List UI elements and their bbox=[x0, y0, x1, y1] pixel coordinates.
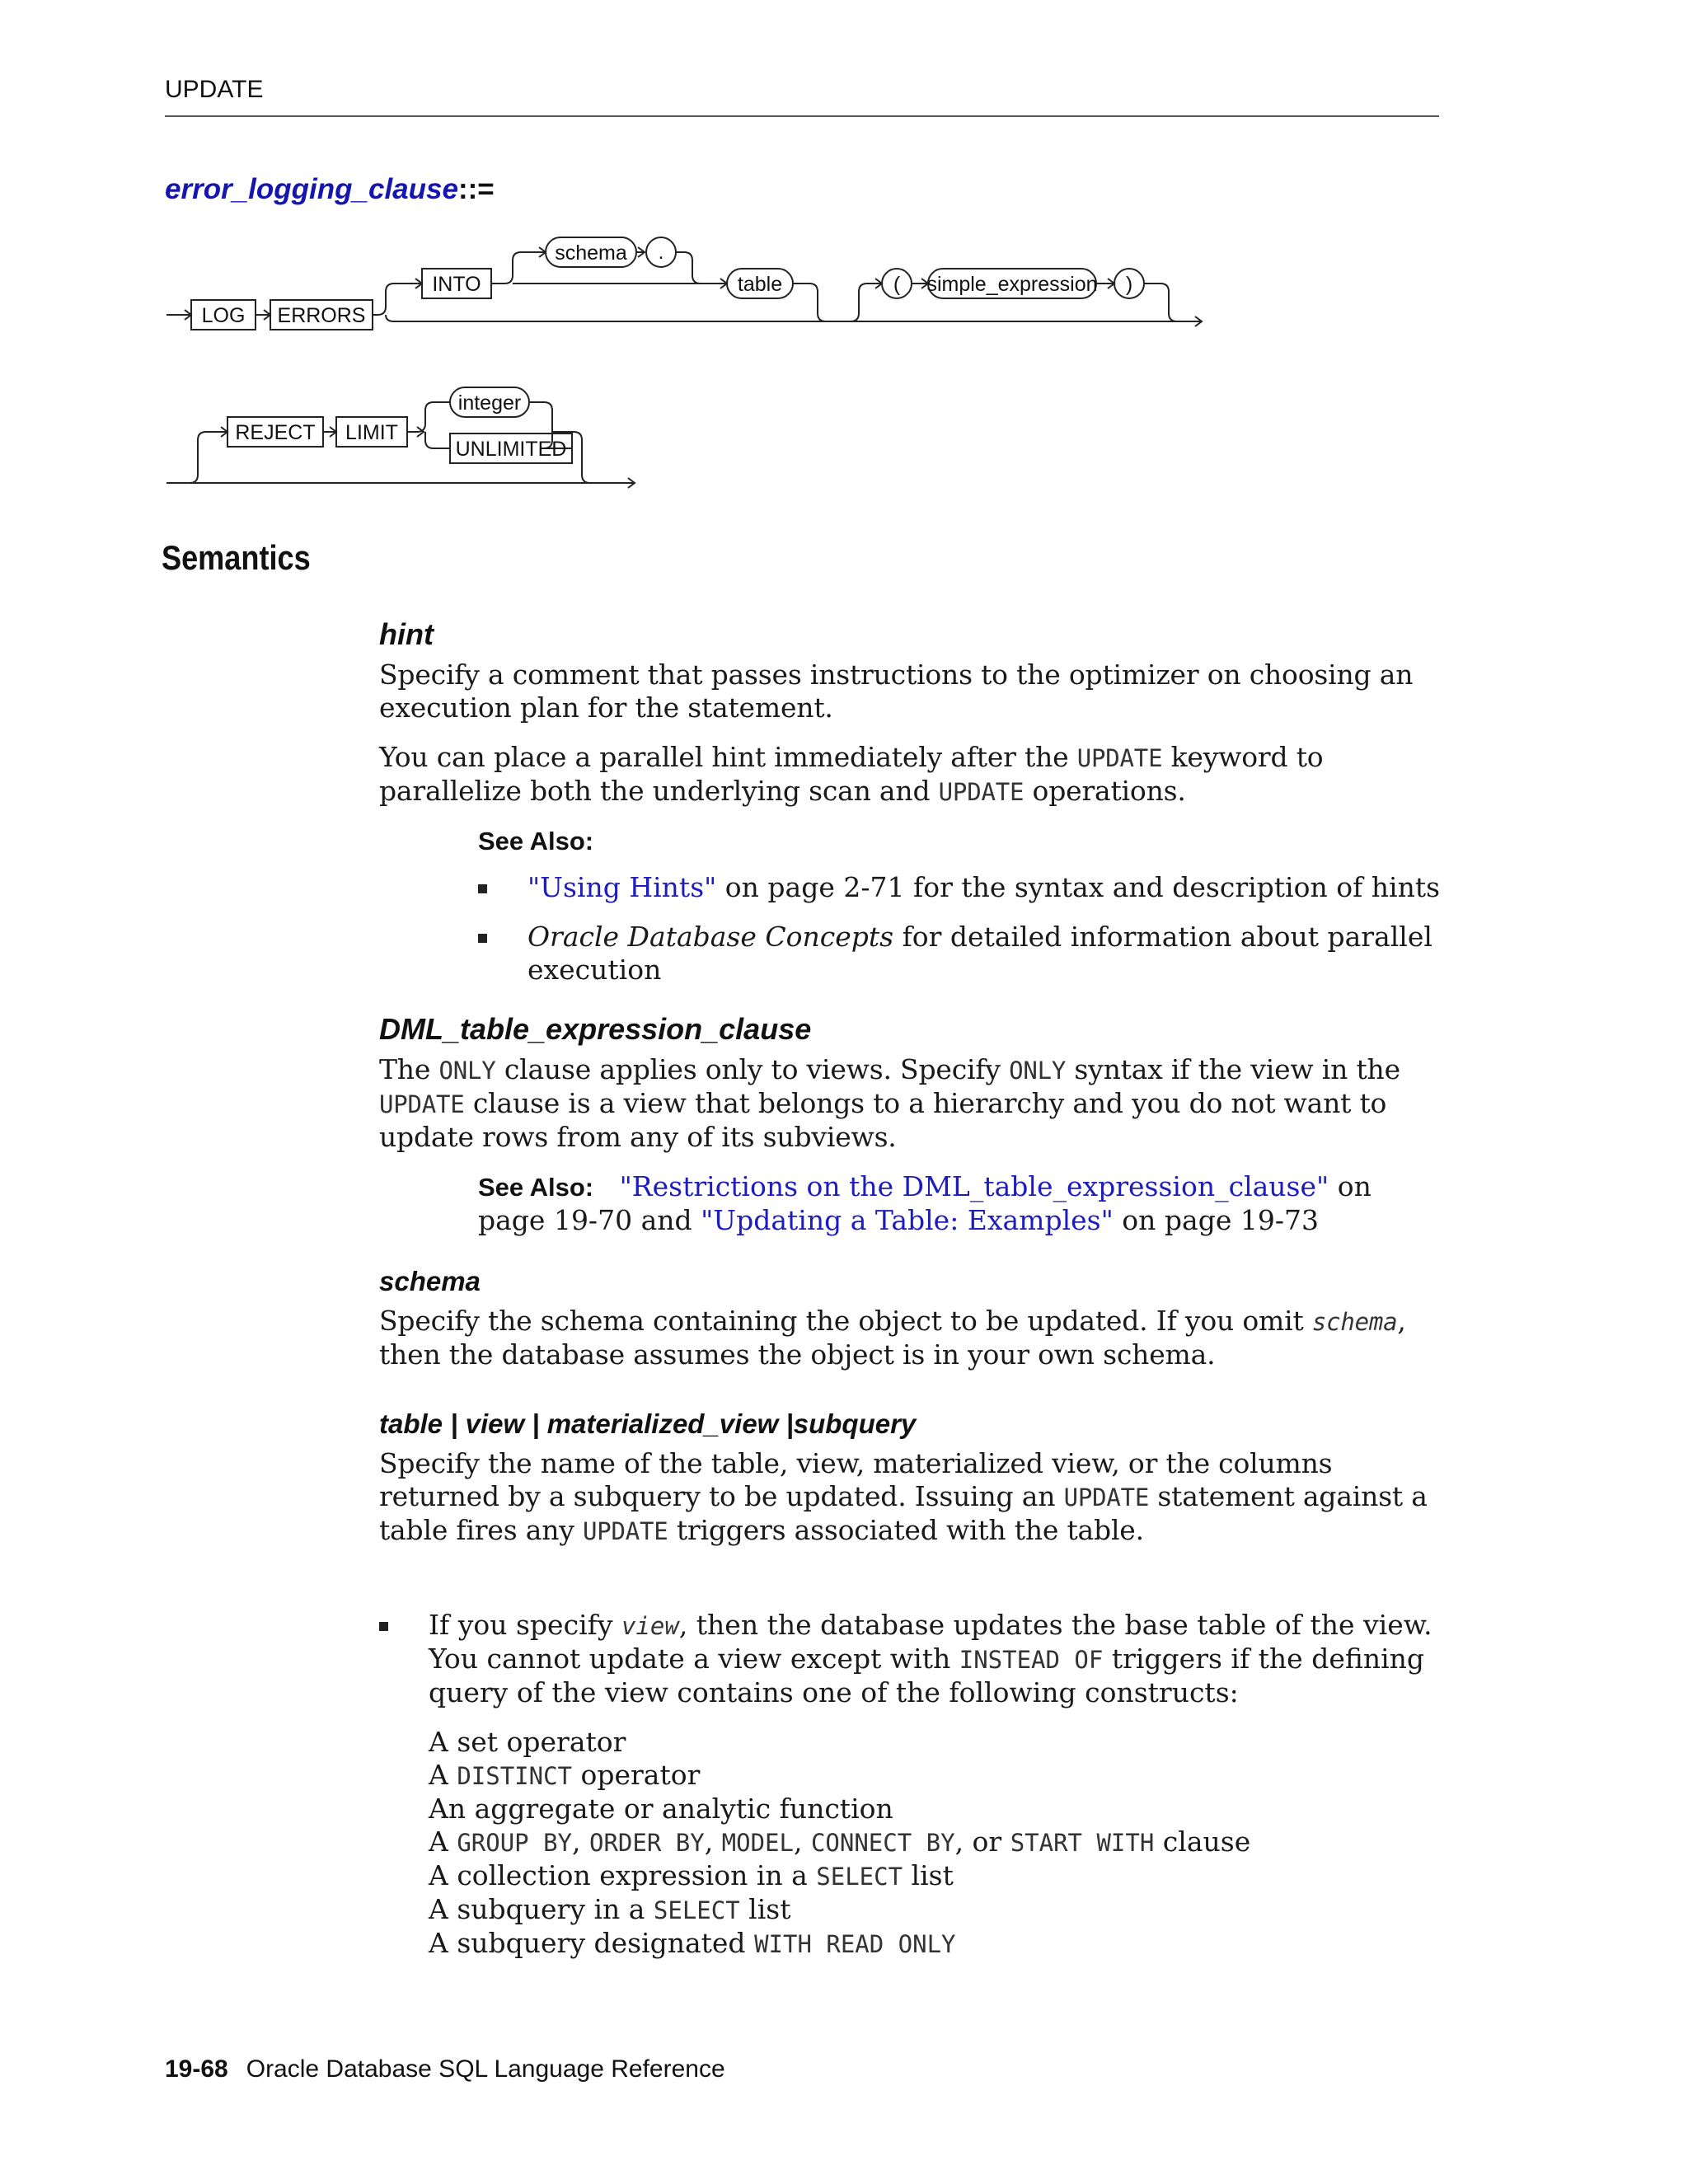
railroad-diagram bbox=[157, 229, 1228, 509]
restrictions-link[interactable]: "Restrictions on the DML_table_expression_clause" bbox=[619, 1170, 1329, 1203]
clause-name: error_logging_clause bbox=[165, 173, 458, 205]
token-errors: ERRORS bbox=[277, 304, 366, 327]
square-bullet-icon bbox=[379, 1622, 388, 1631]
construct-item: A subquery designated WITH READ ONLY bbox=[429, 1927, 956, 1959]
dml-paragraph: The ONLY clause applies only to views. Specify ONLY syntax if the view in the UPDATE clause is a view that belongs to a hierarchy and you do not want to update rows from any of its subviews. bbox=[379, 1053, 1400, 1154]
hint-paragraph-2: You can place a parallel hint immediately after the UPDATE keyword to parallelize both the underlying scan and UPDATE operations. bbox=[379, 741, 1324, 808]
code-update: UPDATE bbox=[1076, 744, 1163, 773]
constructs-list bbox=[429, 1726, 1442, 1961]
semantics-heading: Semantics bbox=[162, 538, 311, 577]
page-number: 19-68 bbox=[165, 2055, 228, 2083]
using-hints-link[interactable]: "Using Hints" bbox=[528, 871, 717, 904]
square-bullet-icon bbox=[478, 884, 487, 893]
token-integer: integer bbox=[457, 391, 522, 415]
header-rule bbox=[165, 115, 1439, 117]
topic-table-view-title: table | view | materialized_view |subquery bbox=[379, 1408, 917, 1439]
token-limit: LIMIT bbox=[345, 421, 398, 444]
running-header: UPDATE bbox=[165, 76, 264, 103]
construct-item: An aggregate or analytic function bbox=[429, 1793, 893, 1825]
hint-see-also bbox=[478, 825, 1442, 987]
token-into: INTO bbox=[432, 273, 481, 296]
see-also-label: See Also: bbox=[478, 827, 594, 856]
code-update: UPDATE bbox=[379, 1090, 465, 1119]
token-unlimited: UNLIMITED bbox=[455, 438, 567, 461]
see-also-item-using-hints: "Using Hints" on page 2-71 for the syntax and description of hints bbox=[478, 871, 1442, 904]
page-footer bbox=[165, 2055, 725, 2083]
syntax-clause-title bbox=[165, 173, 495, 206]
token-table: table bbox=[737, 273, 783, 296]
book-title-concepts: Oracle Database Concepts bbox=[528, 921, 894, 954]
topic-dml-title: DML_table_expression_clause bbox=[379, 1012, 812, 1047]
token-schema: schema bbox=[555, 241, 627, 265]
schema-paragraph: Specify the schema containing the object to be updated. If you omit schema, then the database assumes the object is in your own schema. bbox=[379, 1304, 1406, 1371]
token-log: LOG bbox=[201, 304, 246, 327]
semantics-content bbox=[379, 616, 1442, 1564]
code-view: view bbox=[621, 1612, 679, 1640]
construct-item: A GROUP BY, ORDER BY, MODEL, CONNECT BY, or START WITH clause bbox=[429, 1825, 1251, 1858]
view-bullet-text: If you specify view, then the database updates the base table of the view. You cannot update a view except with INSTEAD OF triggers if the defining query of the view contains one of the following constructs: bbox=[429, 1609, 1432, 1708]
see-also-label: See Also: bbox=[478, 1173, 594, 1202]
code-instead-of: INSTEAD OF bbox=[959, 1646, 1104, 1674]
construct-item: A DISTINCT operator bbox=[429, 1759, 701, 1791]
updating-table-examples-link[interactable]: "Updating a Table: Examples" bbox=[701, 1204, 1114, 1237]
token-lparen: ( bbox=[893, 273, 901, 296]
code-only: ONLY bbox=[1009, 1057, 1067, 1085]
see-also-item-concepts: Oracle Database Concepts for detailed information about parallel execution bbox=[478, 921, 1442, 987]
construct-item: A collection expression in a SELECT list bbox=[429, 1859, 954, 1891]
construct-item: A set operator bbox=[429, 1726, 626, 1758]
token-rparen: ) bbox=[1125, 273, 1133, 296]
token-simple-expression: simple_expression bbox=[926, 273, 1098, 296]
construct-item: A subquery in a SELECT list bbox=[429, 1893, 791, 1925]
code-only: ONLY bbox=[438, 1057, 496, 1085]
code-update: UPDATE bbox=[583, 1516, 668, 1545]
token-dot: . bbox=[658, 241, 664, 264]
code-schema: schema bbox=[1311, 1307, 1398, 1336]
table-view-paragraph: Specify the name of the table, view, materialized view, or the columns returned by a subquery to be updated. Issuing an UPDATE statement against a table fires any UPDATE triggers associated with the table. bbox=[379, 1446, 1428, 1546]
hint-paragraph-1: Specify a comment that passes instructions to the optimizer on choosing an execution plan for the statement. bbox=[379, 658, 1414, 724]
code-update: UPDATE bbox=[938, 778, 1025, 807]
topic-hint-title: hint bbox=[379, 617, 434, 651]
square-bullet-icon bbox=[478, 934, 487, 943]
topic-schema-title: schema bbox=[379, 1266, 481, 1297]
dml-see-also: See Also: "Restrictions on the DML_table_expression_clause" on page 19-70 and "Updating a Table: Examples" on page 19-73 bbox=[478, 1170, 1372, 1237]
assign-operator: ::= bbox=[457, 173, 495, 205]
code-update: UPDATE bbox=[1063, 1483, 1150, 1511]
token-reject: REJECT bbox=[235, 421, 316, 444]
book-title: Oracle Database SQL Language Reference bbox=[246, 2055, 725, 2083]
view-bullet bbox=[379, 1609, 1442, 1961]
